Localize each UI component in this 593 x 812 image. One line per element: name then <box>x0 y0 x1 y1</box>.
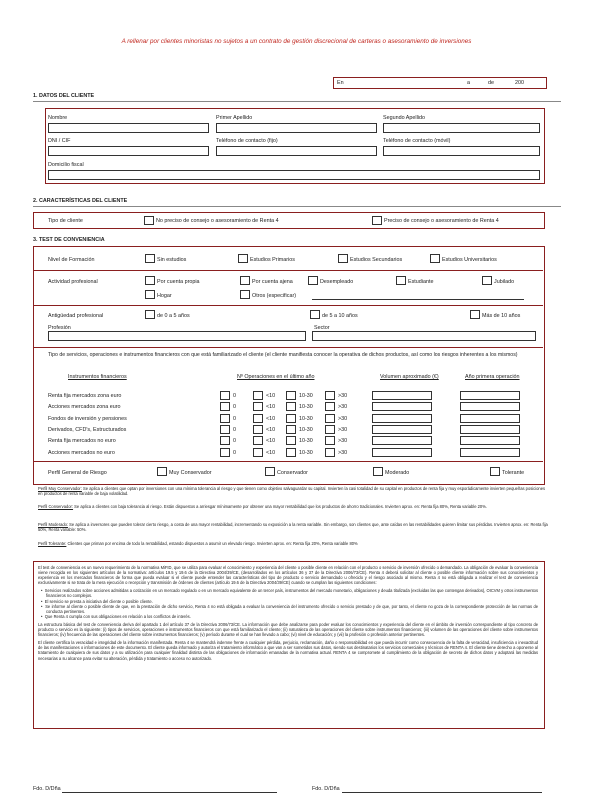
otros-especificar-line[interactable] <box>312 299 524 300</box>
estudios-secundarios-label: Estudios Secundarios <box>350 257 403 263</box>
section-3-title: 3. TEST DE CONVENIENCIA <box>33 237 105 243</box>
instrument-label: Renta fija mercados no euro <box>48 438 116 445</box>
operations-option-label: <10 <box>266 426 276 433</box>
hogar-label: Hogar <box>157 293 172 299</box>
moderado-checkbox[interactable] <box>373 467 383 476</box>
operations-option-checkbox[interactable] <box>325 448 335 457</box>
operations-option-label: 10-30 <box>299 415 313 422</box>
jubilado-checkbox[interactable] <box>482 276 492 285</box>
section-1-title: 1. DATOS DEL CLIENTE <box>33 93 95 99</box>
ano-primera-field[interactable] <box>460 448 520 457</box>
operations-option-label: 10-30 <box>299 426 313 433</box>
antiguedad-label: Antigüedad profesional <box>48 313 104 319</box>
tel-movil-field[interactable] <box>383 146 540 156</box>
sector-field[interactable] <box>312 331 536 341</box>
operations-option-checkbox[interactable] <box>253 425 263 434</box>
operations-option-checkbox[interactable] <box>325 436 335 445</box>
perfil-text: Se aplica a clientes que optan por inversiones con una mínima tolerancia al riesgo y que tienen como objetivo salvaguardar su capital. Invierten la casi totalidad de su capital en productos de renta fija y muy esporádicamente invierten pequeñas posiciones en productos de renta variable de baja volatilidad. <box>38 486 546 496</box>
legal-bullet-3: • Se informe al cliente o posible cliente de que, en la prestación de dicho servicio, Renta 4 no está obligada a evaluar la conveniencia del instrumento ofrecido o servicio prestado y de que, por tanto, el cliente no goza de la correspondiente protección de las normas de conducta pertinentes. <box>41 603 538 614</box>
firma-izquierda-line[interactable] <box>62 792 277 793</box>
operations-option-checkbox[interactable] <box>325 425 335 434</box>
date-a-label: a <box>467 80 470 86</box>
segundo-apellido-label: Segundo Apellido <box>383 115 425 121</box>
operations-option-checkbox[interactable] <box>286 414 296 423</box>
perfil-text: Clientes que priman por encima de todo la rentabilidad, estando dispuestos a asumir un elevado riesgo. Invierten aprox. en: Renta fija 20%, Renta variable 80% <box>66 541 358 546</box>
divider <box>33 461 543 462</box>
profesion-field[interactable] <box>48 331 306 341</box>
cuenta-ajena-label: Por cuenta ajena <box>252 279 293 285</box>
legal-paragraph-2: La estructura básica del test de conveniencia deriva del apartado 1 del artículo 37 de la Directiva 2006/73/CE. La información que debe analizarse para poder evaluar los conocimientos y experiencia del cliente en el ámbito de inversión correspondiente al tipo concreto de producto o servicio es la siguiente: (i) tipos de servicios, operaciones e instrumentos financieros con que está familiarizado el cliente; (ii) naturaleza de las operaciones del cliente sobre instrumentos financieros; (iii) volumen de las operaciones del cliente sobre instrumentos financieros; (iv) frecuencia de las operaciones del cliente sobre instrumentos financieros; (v) período durante el cual se han llevado a cabo; (vi) nivel de educación; y (vii) la profesión o profesión anterior pertinentes. <box>38 621 538 638</box>
operations-option-label: 10-30 <box>299 404 313 411</box>
desempleado-label: Desempleado <box>320 279 354 285</box>
tel-fijo-field[interactable] <box>216 146 377 156</box>
instrument-label: Derivados, CFD's, Estructurados <box>48 426 127 433</box>
section-2-title: 2. CARACTERÍSTICAS DEL CLIENTE <box>33 198 128 204</box>
ant-mas-10-label: Más de 10 años <box>482 313 521 319</box>
ano-primera-field[interactable] <box>460 402 520 411</box>
operations-option-checkbox[interactable] <box>325 391 335 400</box>
operations-option-label: <10 <box>266 415 276 422</box>
conservador-checkbox[interactable] <box>265 467 275 476</box>
perfil-name: Perfil Tolerante: <box>38 541 67 546</box>
ant-0-5-checkbox[interactable] <box>145 310 155 319</box>
bullet-text: Que Renta 4 cumpla con sus obligaciones en relación a los conflictos de interés. <box>44 613 191 619</box>
col-ano: Año primera operación <box>465 374 520 380</box>
operations-option-checkbox[interactable] <box>286 402 296 411</box>
client-type-box <box>33 212 545 229</box>
volumen-field[interactable] <box>372 391 432 400</box>
perfil-name: Perfil Conservador: <box>38 504 74 509</box>
ant-5-10-label: de 5 a 10 años <box>322 313 358 319</box>
operations-option-checkbox[interactable] <box>325 402 335 411</box>
estudios-primarios-label: Estudios Primarios <box>250 257 295 263</box>
date-year-label: 200 <box>515 80 524 86</box>
conservador-label: Conservador <box>277 470 308 476</box>
operations-option-label: <10 <box>266 404 276 411</box>
sin-estudios-label: Sin estudios <box>157 257 187 263</box>
asesoramiento-checkbox[interactable] <box>372 216 382 225</box>
operations-option-label: <10 <box>266 393 276 399</box>
date-de-label: de <box>488 80 494 86</box>
otros-checkbox[interactable] <box>240 290 250 299</box>
bullet-text: Servicios realizados sobre acciones admitidas a cotización en un mercado regulado o en un mercado equivalente de un tercer país, instrumentos del mercado monetario, obligaciones y deuda titulizada (excluidas las que contengan derivados), OICVM y otros instrumentos financieros no complejos. <box>44 588 538 599</box>
legal-text <box>38 565 538 664</box>
ant-5-10-checkbox[interactable] <box>310 310 320 319</box>
operations-option-label: <10 <box>266 438 276 445</box>
primer-apellido-label: Primer Apellido <box>216 115 253 121</box>
primer-apellido-field[interactable] <box>216 123 377 133</box>
sin-estudios-checkbox[interactable] <box>145 254 155 263</box>
operations-option-checkbox[interactable] <box>220 425 230 434</box>
volumen-field[interactable] <box>372 402 432 411</box>
operations-option-label: 0 <box>233 438 236 445</box>
moderado-label: Moderado <box>385 470 410 476</box>
asesoramiento-label: Preciso de consejo o asesoramiento de Renta 4 <box>384 218 499 224</box>
instrument-label: Renta fija mercados zona euro <box>48 393 122 399</box>
operations-option-checkbox[interactable] <box>220 414 230 423</box>
ant-mas-10-checkbox[interactable] <box>470 310 480 319</box>
segundo-apellido-field[interactable] <box>383 123 540 133</box>
divider <box>33 347 543 348</box>
operations-option-label: 0 <box>233 393 236 399</box>
perfil-muy-conservador-def <box>38 486 548 496</box>
tel-fijo-label: Teléfono de contacto (fijo) <box>216 138 278 144</box>
operations-option-label: 0 <box>233 449 236 456</box>
nombre-label: Nombre <box>48 115 68 121</box>
cuenta-propia-checkbox[interactable] <box>145 276 155 285</box>
domicilio-field[interactable] <box>48 170 540 180</box>
familiaridad-description: Tipo de servicios, operaciones e instrumentos financieros con que está familiarizado el cliente (el cliente manifiesta conocer la operativa de dichos productos, así como los riesgos inherentes a los mismos) <box>48 352 518 358</box>
operations-option-label: <10 <box>266 449 276 456</box>
operations-option-label: 0 <box>233 426 236 433</box>
perfil-label: Perfil General de Riesgo <box>48 470 107 476</box>
cuenta-ajena-checkbox[interactable] <box>240 276 250 285</box>
legal-paragraph-3: El cliente certifica la veracidad e integridad de la información manifestada. Renta 4 se mantendrá indemne frente a cualquier pérdida, perjuicio, reclamación, daño o responsabilidad en que pueda incurrir como consecuencia de la falta de veracidad, insuficiencia o inexactitud de las manifestaciones o informaciones de este documento. El cliente queda informado y autoriza el tratamiento informático a que van a ser sometidos sus datos, siendo sus destinatarios los servicios comerciales y técnicos de RENTA 4. El cliente tiene derecho a oponerse al tratamiento de cualquiera de sus datos y a su utilización para cualquier finalidad distinta de las obligaciones de información emanadas de la normativa actual. RENTA 4 se compromete al cumplimiento de la obligación de secreto de dichos datos y adoptará las medidas necesarias a su alcance para evitar su alteración, pérdida y tratamiento o acceso no autorizado. <box>38 640 538 661</box>
perfil-text: Se aplica a inversores que pueden tolerar cierto riesgo, a costa de una mayor rentabilidad, incrementando su exposición a la renta variable. Sin embargo, son clientes que, ante caídas en las rentabilidades quieren limitar sus pérdidas. Invierten aprox. en: Renta fija 50%, Renta variable: 50%. <box>38 522 548 532</box>
operations-option-label: >30 <box>338 438 348 445</box>
perfil-tolerante-def <box>38 541 548 546</box>
operations-option-label: 0 <box>233 404 236 411</box>
perfil-text: Se aplica a clientes con baja tolerancia al riesgo. Están dispuestos a arriesgar mínimamente por obtener una mayor rentabilidad que los productos de ahorro tradicionales. Invierten aprox. en: Renta fija 80%, Renta variable 20%. <box>73 504 487 509</box>
operations-option-checkbox[interactable] <box>286 448 296 457</box>
instrument-label: Acciones mercados zona euro <box>48 404 121 411</box>
nivel-formacion-label: Nivel de Formación <box>48 257 95 263</box>
perfil-conservador-def <box>38 504 548 509</box>
operations-option-checkbox[interactable] <box>253 391 263 400</box>
profesion-label: Profesión <box>48 325 71 331</box>
legal-paragraph-1: El test de conveniencia es un nuevo requerimiento de la normativa MiFID, que se utiliza para evaluar el conocimiento y experiencia del cliente o posible cliente en relación con el producto o servicio de inversión ofrecido o demandado. La obligación de evaluar la conveniencia viene recogida en los siguientes artículos de la normativa: artículos 19.5 y 19.6 de la Directiva 2004/39/CE, (desarrollados en los artículos 36 y 37 de la Directiva 2006/73/CE). Renta 4 deberá solicitar al cliente o posible cliente información sobre sus conocimientos y experiencia en los mercados financieros de forma que pueda evaluar si el cliente puede entender las características del tipo de producto o servicio demandado u ofrecido y el riesgo asociado al mismo. Renta 4 no está obligada a realizar el test de conveniencia exclusivamente si se trata de la mera ejecución o recepción y transmisión de órdenes de clientes (artículo 19.6 de la Directiva 2004/39/CE) cuando se cumplan las siguientes condiciones: <box>38 565 538 586</box>
firma-derecha-label: Fdo. D/Dña <box>312 786 340 792</box>
bullet-text: Se informe al cliente o posible cliente de que, en la prestación de dicho servicio, Renta 4 no está obligada a evaluar la conveniencia del instrumento ofrecido o servicio prestado y de que, por tanto, el cliente no goza de la correspondiente protección de las normas de conducta pertinentes. <box>45 603 538 614</box>
tolerante-label: Tolerante <box>502 470 525 476</box>
jubilado-label: Jubilado <box>494 279 515 285</box>
date-box[interactable] <box>333 77 547 89</box>
sector-label: Sector <box>314 325 330 331</box>
no-asesoramiento-checkbox[interactable] <box>144 216 154 225</box>
divider <box>33 101 561 102</box>
operations-option-label: 10-30 <box>299 393 313 399</box>
operations-option-checkbox[interactable] <box>253 436 263 445</box>
ano-primera-field[interactable] <box>460 391 520 400</box>
operations-option-checkbox[interactable] <box>325 414 335 423</box>
tel-movil-label: Teléfono de contacto (móvil) <box>383 138 451 144</box>
operations-option-checkbox[interactable] <box>220 402 230 411</box>
operations-option-checkbox[interactable] <box>220 436 230 445</box>
estudios-universitarios-checkbox[interactable] <box>430 254 440 263</box>
dni-label: DNI / CIF <box>48 138 71 144</box>
ano-primera-field[interactable] <box>460 414 520 423</box>
ano-primera-field[interactable] <box>460 425 520 434</box>
tipo-cliente-label: Tipo de cliente <box>48 218 83 224</box>
operations-option-checkbox[interactable] <box>253 414 263 423</box>
perfil-name: Perfil Moderado: <box>38 522 69 527</box>
bullet-text: El servicio se presta a iniciativa del cliente o posible cliente. <box>44 598 153 604</box>
instrument-label: Acciones mercados no euro <box>48 449 115 456</box>
desempleado-checkbox[interactable] <box>308 276 318 285</box>
operations-option-label: >30 <box>338 449 348 456</box>
legal-bullet-1: • Servicios realizados sobre acciones admitidas a cotización en un mercado regulado o en un mercado equivalente de un tercer país, instrumentos del mercado monetario, obligaciones y deuda titulizada (excluidas las que contengan derivados), OICVM y otros instrumentos financieros no complejos. <box>41 588 538 599</box>
form-header-title: A rellenar por clientes minoristas no sujetos a un contrato de gestión discrecional de carteras o asesoramiento de inversiones <box>121 38 472 45</box>
divider <box>33 270 543 271</box>
estudiante-label: Estudiante <box>408 279 434 285</box>
no-asesoramiento-label: No preciso de consejo o asesoramiento de Renta 4 <box>156 218 279 224</box>
estudios-primarios-checkbox[interactable] <box>238 254 248 263</box>
firma-izquierda-label: Fdo. D/Dña <box>33 786 61 792</box>
estudios-secundarios-checkbox[interactable] <box>338 254 348 263</box>
col-volumen: Volumen aproximado (€) <box>380 374 439 380</box>
operations-option-checkbox[interactable] <box>220 448 230 457</box>
volumen-field[interactable] <box>372 425 432 434</box>
operations-option-checkbox[interactable] <box>253 402 263 411</box>
hogar-checkbox[interactable] <box>145 290 155 299</box>
operations-option-checkbox[interactable] <box>220 391 230 400</box>
tolerante-checkbox[interactable] <box>490 467 500 476</box>
ano-primera-field[interactable] <box>460 436 520 445</box>
legal-bullet-2: • El servicio se presta a iniciativa del cliente o posible cliente. <box>41 598 153 604</box>
col-instrumentos: Instrumentos financieros <box>68 374 127 380</box>
instrument-label: Fondos de inversión y pensiones <box>48 415 127 422</box>
operations-option-label: 0 <box>233 415 236 422</box>
operations-option-label: >30 <box>338 393 348 399</box>
divider <box>33 305 543 306</box>
operations-option-label: 10-30 <box>299 438 313 445</box>
operations-option-checkbox[interactable] <box>286 436 296 445</box>
estudiante-checkbox[interactable] <box>396 276 406 285</box>
estudios-universitarios-label: Estudios Universitarios <box>442 257 497 263</box>
operations-option-label: >30 <box>338 426 348 433</box>
col-operaciones: Nº Operaciones en el último año <box>237 374 315 380</box>
operations-option-checkbox[interactable] <box>286 391 296 400</box>
firma-derecha-line[interactable] <box>342 792 542 793</box>
domicilio-label: Domicilio fiscal <box>48 162 84 168</box>
operations-option-label: 10-30 <box>299 449 313 456</box>
otros-label: Otros (especificar) <box>252 293 297 299</box>
dni-field[interactable] <box>48 146 209 156</box>
operations-option-label: >30 <box>338 404 348 411</box>
muy-conservador-checkbox[interactable] <box>157 467 167 476</box>
ant-0-5-label: de 0 a 5 años <box>157 313 190 319</box>
operations-option-checkbox[interactable] <box>253 448 263 457</box>
actividad-label: Actividad profesional <box>48 279 98 285</box>
volumen-field[interactable] <box>372 448 432 457</box>
muy-conservador-label: Muy Conservador <box>169 470 212 476</box>
legal-bullet-4: • Que Renta 4 cumpla con sus obligaciones en relación a los conflictos de interés. <box>41 613 191 619</box>
date-en-label: En <box>337 80 344 86</box>
nombre-field[interactable] <box>48 123 209 133</box>
perfil-moderado-def <box>38 522 548 532</box>
volumen-field[interactable] <box>372 414 432 423</box>
volumen-field[interactable] <box>372 436 432 445</box>
perfil-name: Perfil Muy Conservador: <box>38 486 82 491</box>
operations-option-label: >30 <box>338 415 348 422</box>
client-data-box <box>45 108 545 184</box>
divider <box>33 206 561 207</box>
operations-option-checkbox[interactable] <box>286 425 296 434</box>
cuenta-propia-label: Por cuenta propia <box>157 279 200 285</box>
